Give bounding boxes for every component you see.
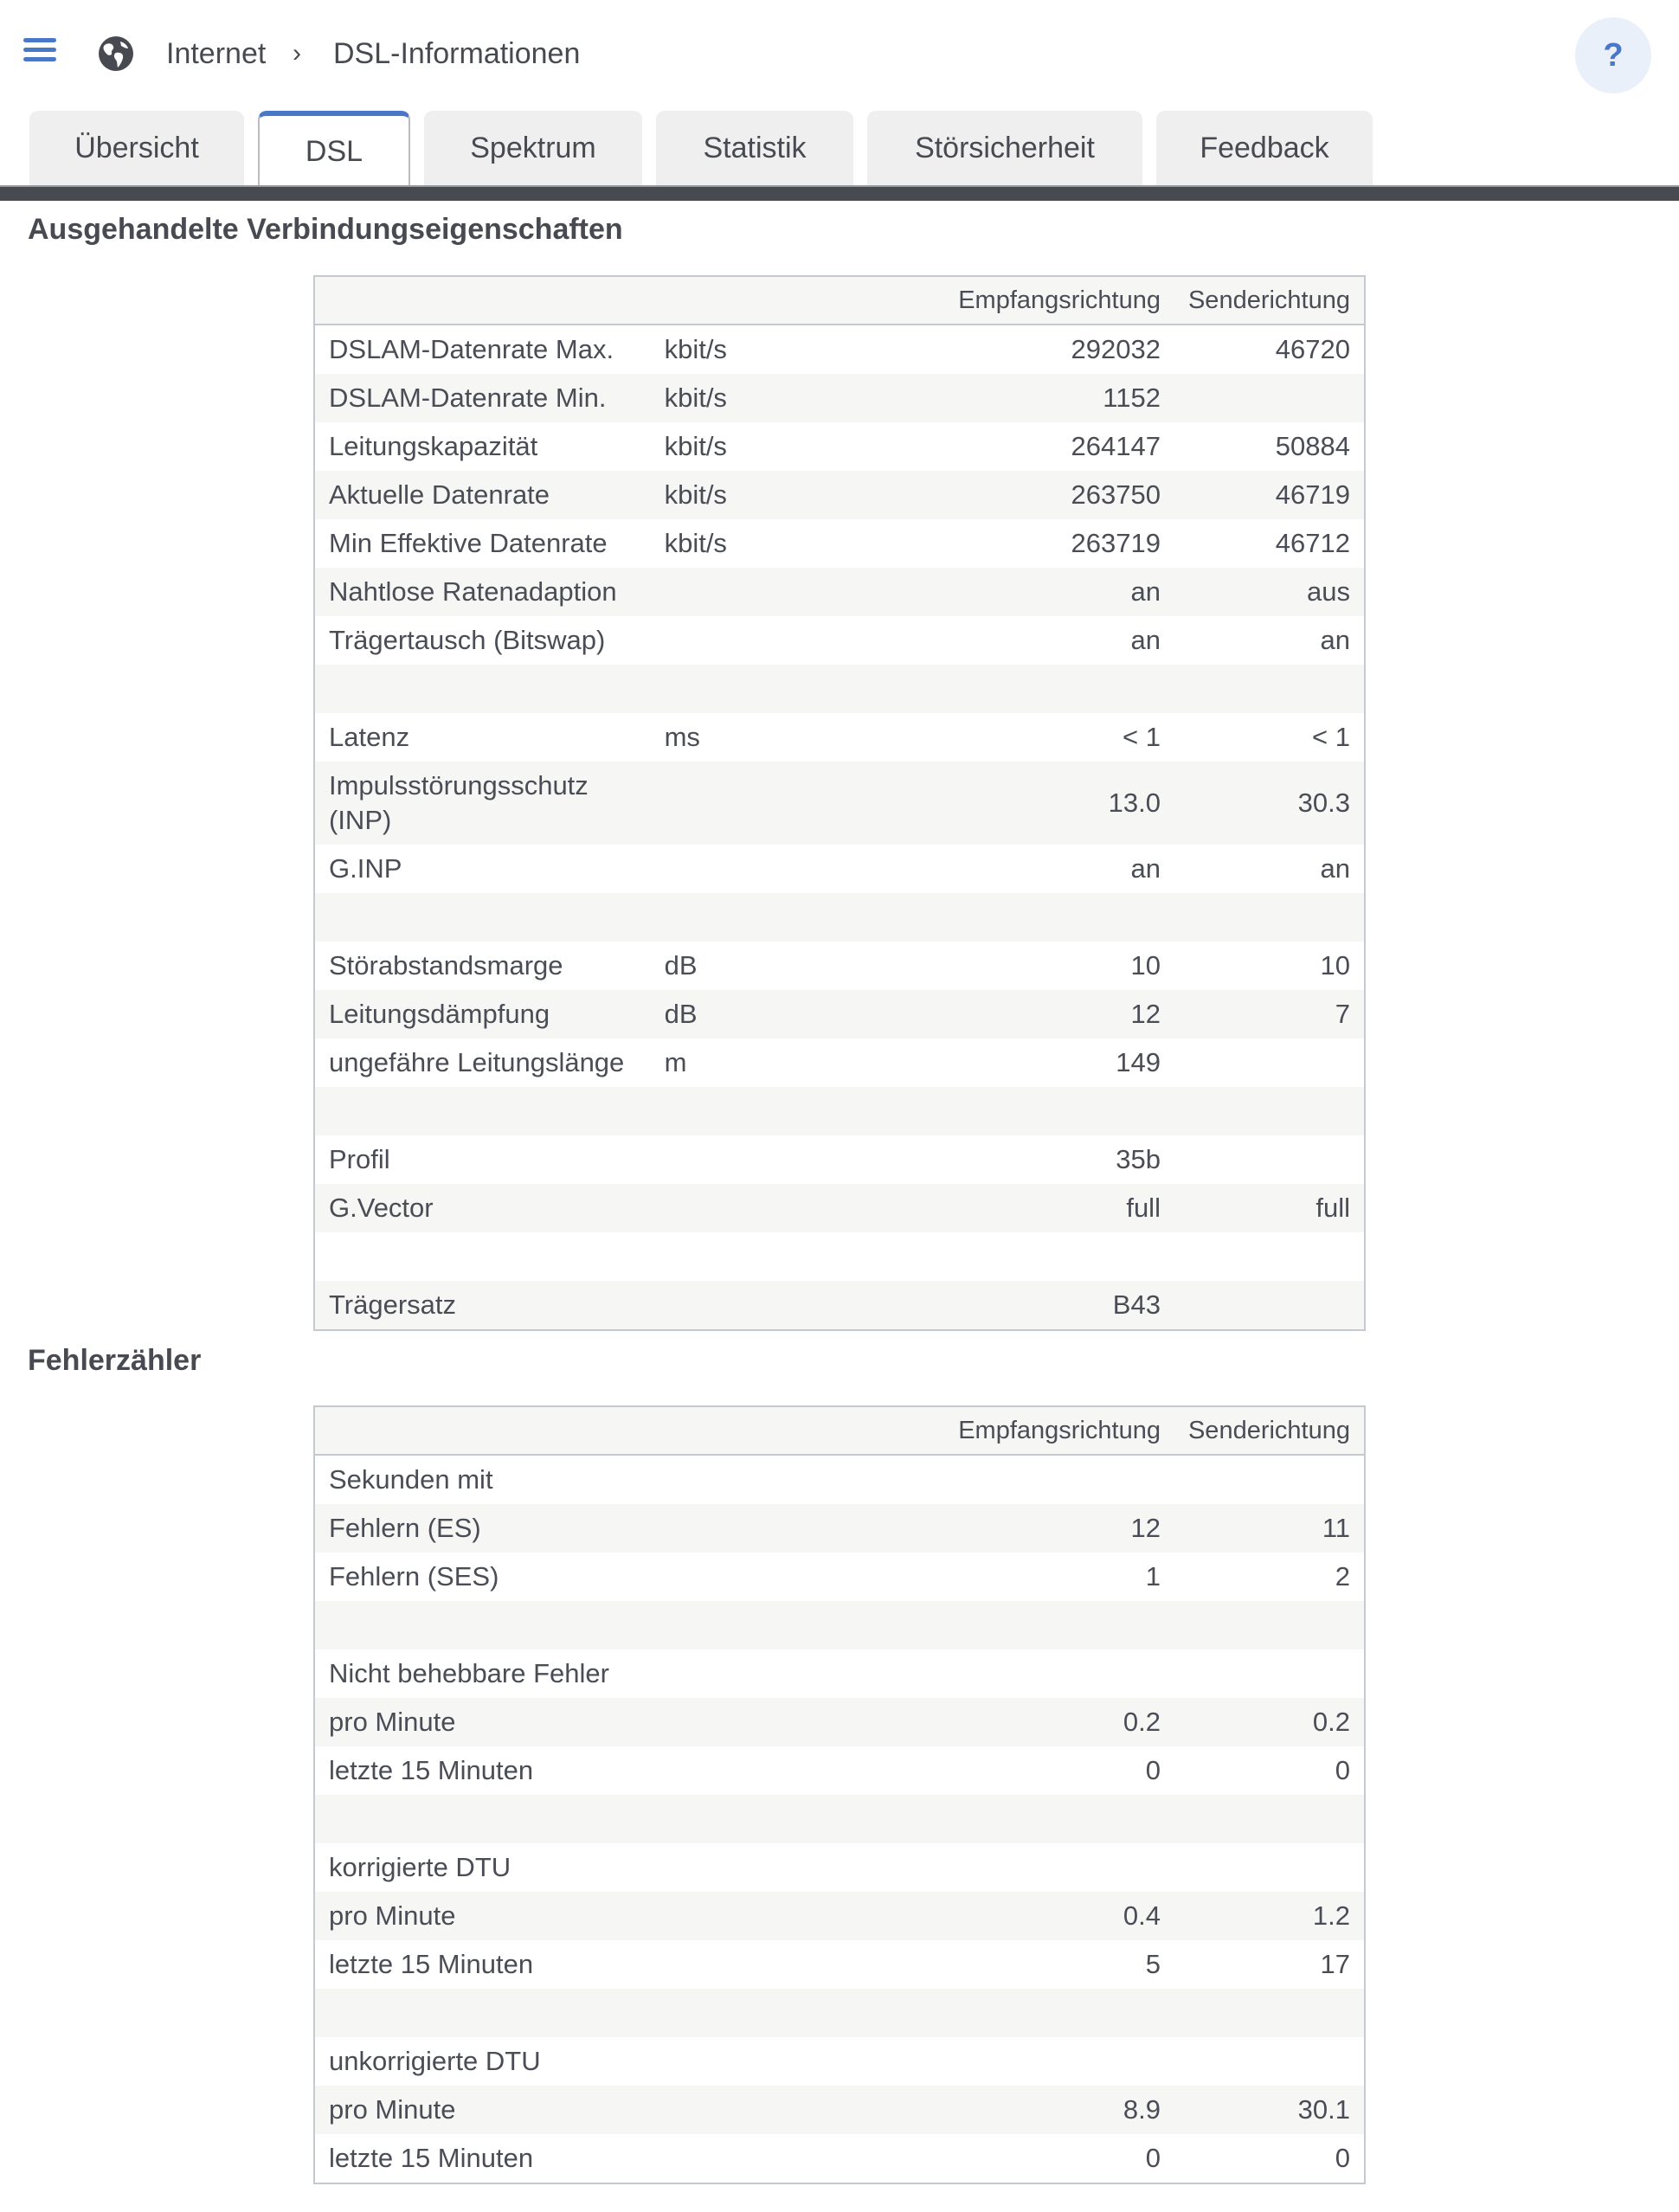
help-button[interactable]: ? <box>1575 17 1651 93</box>
row-unit <box>647 1940 840 1989</box>
table-row <box>314 845 1365 893</box>
row-value-rx: 0.2 <box>840 1698 1174 1746</box>
row-value-rx <box>843 893 1174 942</box>
row-value-rx <box>840 1989 1174 2037</box>
row-value-tx: aus <box>1174 568 1365 616</box>
table-row <box>314 1649 1365 1698</box>
page-title: DSL-Informationen <box>333 37 581 70</box>
row-label <box>314 665 651 713</box>
row-value-rx: 12 <box>840 1504 1174 1553</box>
table-row <box>314 2086 1365 2134</box>
row-value-tx: 30.3 <box>1174 762 1365 845</box>
row-label <box>314 1795 647 1843</box>
row-value-rx: 149 <box>843 1038 1174 1087</box>
breadcrumb-separator-icon: › <box>293 39 301 68</box>
row-value-tx: full <box>1174 1184 1365 1232</box>
row-unit <box>651 1184 844 1232</box>
table-row <box>314 762 1365 845</box>
row-label: letzte 15 Minuten <box>314 1746 647 1795</box>
table-row <box>314 1038 1365 1087</box>
column-header-rx: Empfangsrichtung <box>840 1406 1174 1455</box>
table-row <box>314 1184 1365 1232</box>
row-value-tx <box>1174 1087 1365 1135</box>
table-row <box>314 1504 1365 1553</box>
row-unit <box>647 2134 840 2183</box>
row-unit <box>647 1989 840 2037</box>
row-value-tx: an <box>1174 845 1365 893</box>
row-label: Sekunden mit <box>314 1455 647 1504</box>
table-row <box>314 2134 1365 2183</box>
table-row <box>314 1843 1365 1892</box>
page-header <box>0 0 1679 111</box>
row-value-rx: 1 <box>840 1553 1174 1601</box>
row-value-rx <box>843 665 1174 713</box>
row-value-tx <box>1174 1038 1365 1087</box>
row-unit: kbit/s <box>651 325 844 374</box>
row-label: Leitungskapazität <box>314 422 651 471</box>
row-label: Trägersatz <box>314 1281 651 1330</box>
row-value-tx: 50884 <box>1174 422 1365 471</box>
row-label: Latenz <box>314 713 651 762</box>
row-value-tx <box>1174 893 1365 942</box>
row-label: Min Effektive Datenrate <box>314 519 651 568</box>
row-unit <box>651 665 844 713</box>
row-unit <box>651 1087 844 1135</box>
row-value-tx <box>1174 1455 1365 1504</box>
tab-uebersicht[interactable]: Übersicht <box>29 111 244 185</box>
table-row <box>314 325 1365 374</box>
row-value-rx <box>843 1232 1174 1281</box>
row-label: G.INP <box>314 845 651 893</box>
row-value-rx: an <box>843 616 1174 665</box>
table-spacer-row <box>314 665 1365 713</box>
row-unit <box>651 1232 844 1281</box>
row-label: unkorrigierte DTU <box>314 2037 647 2086</box>
row-unit <box>651 568 844 616</box>
table-row <box>314 1940 1365 1989</box>
tab-bar-divider <box>0 185 1679 201</box>
row-value-rx: 13.0 <box>843 762 1174 845</box>
row-value-rx: 0 <box>840 1746 1174 1795</box>
row-value-rx <box>840 2037 1174 2086</box>
row-value-rx: 35b <box>843 1135 1174 1184</box>
row-label: ungefähre Leitungslänge <box>314 1038 651 1087</box>
row-unit <box>647 1601 840 1649</box>
row-value-tx: 46719 <box>1174 471 1365 519</box>
column-header-rx: Empfangsrichtung <box>843 276 1174 325</box>
row-value-tx: 46712 <box>1174 519 1365 568</box>
row-value-rx: 1152 <box>843 374 1174 422</box>
table-row <box>314 1281 1365 1330</box>
table-row <box>314 519 1365 568</box>
table-header-row <box>314 276 1365 325</box>
tab-feedback[interactable]: Feedback <box>1156 111 1373 185</box>
row-value-rx: 10 <box>843 942 1174 990</box>
row-value-tx: 30.1 <box>1174 2086 1365 2134</box>
row-value-tx <box>1174 1989 1365 2037</box>
row-unit <box>647 2037 840 2086</box>
row-value-tx: 2 <box>1174 1553 1365 1601</box>
table-row <box>314 422 1365 471</box>
row-unit <box>647 1795 840 1843</box>
section-title-connection: Ausgehandelte Verbindungseigenschaften <box>28 213 623 246</box>
row-value-tx: 0.2 <box>1174 1698 1365 1746</box>
row-value-rx: 0 <box>840 2134 1174 2183</box>
row-label <box>314 893 651 942</box>
row-unit <box>647 1455 840 1504</box>
tab-statistik[interactable]: Statistik <box>656 111 853 185</box>
row-value-rx: 264147 <box>843 422 1174 471</box>
row-unit: m <box>651 1038 844 1087</box>
table-row <box>314 990 1365 1038</box>
row-value-rx <box>840 1795 1174 1843</box>
row-label: pro Minute <box>314 1698 647 1746</box>
error-counter-table <box>313 1405 1366 2184</box>
row-label: pro Minute <box>314 1892 647 1940</box>
row-label: Nahtlose Ratenadaption <box>314 568 651 616</box>
table-row <box>314 1746 1365 1795</box>
row-label: Impulsstörungsschutz (INP) <box>314 762 651 845</box>
column-header-label <box>314 1406 647 1455</box>
row-unit <box>647 1553 840 1601</box>
row-label: letzte 15 Minuten <box>314 1940 647 1989</box>
row-value-rx: an <box>843 845 1174 893</box>
table-row <box>314 374 1365 422</box>
row-value-tx: 0 <box>1174 1746 1365 1795</box>
table-row <box>314 713 1365 762</box>
row-unit <box>647 1892 840 1940</box>
table-spacer-row <box>314 1601 1365 1649</box>
tab-dsl[interactable]: DSL <box>258 111 410 187</box>
row-value-tx <box>1174 374 1365 422</box>
row-value-rx: < 1 <box>843 713 1174 762</box>
row-value-rx <box>840 1843 1174 1892</box>
row-label: G.Vector <box>314 1184 651 1232</box>
row-value-tx: 0 <box>1174 2134 1365 2183</box>
row-label: korrigierte DTU <box>314 1843 647 1892</box>
row-value-rx: 8.9 <box>840 2086 1174 2134</box>
row-value-rx: 12 <box>843 990 1174 1038</box>
table-spacer-row <box>314 1232 1365 1281</box>
table-spacer-row <box>314 1087 1365 1135</box>
hamburger-menu-icon[interactable] <box>23 35 56 64</box>
table-row <box>314 1455 1365 1504</box>
row-value-rx <box>840 1455 1174 1504</box>
row-value-tx <box>1174 1281 1365 1330</box>
row-value-tx <box>1174 1601 1365 1649</box>
row-value-rx: 263719 <box>843 519 1174 568</box>
table-spacer-row <box>314 1795 1365 1843</box>
row-value-rx: 0.4 <box>840 1892 1174 1940</box>
section-title-errors: Fehlerzähler <box>28 1344 202 1377</box>
table-row <box>314 1135 1365 1184</box>
row-value-tx <box>1174 1843 1365 1892</box>
row-value-tx: 11 <box>1174 1504 1365 1553</box>
row-unit: kbit/s <box>651 471 844 519</box>
row-unit <box>647 2086 840 2134</box>
row-unit: kbit/s <box>651 374 844 422</box>
row-unit: kbit/s <box>651 519 844 568</box>
row-label: DSLAM-Datenrate Max. <box>314 325 651 374</box>
row-label <box>314 1087 651 1135</box>
row-label: Fehlern (SES) <box>314 1553 647 1601</box>
row-unit <box>651 1135 844 1184</box>
table-row <box>314 1553 1365 1601</box>
tab-spektrum[interactable]: Spektrum <box>424 111 642 185</box>
row-value-rx: B43 <box>843 1281 1174 1330</box>
row-unit <box>651 1281 844 1330</box>
table-spacer-row <box>314 893 1365 942</box>
row-value-rx <box>840 1649 1174 1698</box>
row-label <box>314 1232 651 1281</box>
row-value-tx: < 1 <box>1174 713 1365 762</box>
row-value-rx: 263750 <box>843 471 1174 519</box>
row-label <box>314 1989 647 2037</box>
table-header-row <box>314 1406 1365 1455</box>
row-unit <box>651 845 844 893</box>
row-value-tx <box>1174 1795 1365 1843</box>
row-label: Aktuelle Datenrate <box>314 471 651 519</box>
row-unit: dB <box>651 990 844 1038</box>
row-unit: kbit/s <box>651 422 844 471</box>
table-row <box>314 616 1365 665</box>
row-value-rx: 5 <box>840 1940 1174 1989</box>
table-row <box>314 568 1365 616</box>
column-header-tx: Senderichtung <box>1174 276 1365 325</box>
row-unit <box>651 893 844 942</box>
table-row <box>314 2037 1365 2086</box>
row-unit: ms <box>651 713 844 762</box>
row-value-tx <box>1174 1232 1365 1281</box>
row-label: Nicht behebbare Fehler <box>314 1649 647 1698</box>
row-value-tx <box>1174 1135 1365 1184</box>
row-value-tx: 10 <box>1174 942 1365 990</box>
row-value-tx: an <box>1174 616 1365 665</box>
breadcrumb-internet[interactable]: Internet <box>166 37 267 70</box>
tab-stoersicherheit[interactable]: Störsicherheit <box>867 111 1142 185</box>
row-label: Fehlern (ES) <box>314 1504 647 1553</box>
row-label: Leitungsdämpfung <box>314 990 651 1038</box>
row-label: pro Minute <box>314 2086 647 2134</box>
table-row <box>314 471 1365 519</box>
table-row <box>314 1892 1365 1940</box>
tab-list <box>29 111 1373 187</box>
connection-properties-table <box>313 275 1366 1331</box>
column-header-unit <box>647 1406 840 1455</box>
row-label: Trägertausch (Bitswap) <box>314 616 651 665</box>
row-unit <box>647 1649 840 1698</box>
row-unit <box>647 1698 840 1746</box>
row-unit: dB <box>651 942 844 990</box>
row-label: Störabstandsmarge <box>314 942 651 990</box>
row-value-tx <box>1174 2037 1365 2086</box>
row-label <box>314 1601 647 1649</box>
table-row <box>314 1698 1365 1746</box>
column-header-tx: Senderichtung <box>1174 1406 1365 1455</box>
row-value-tx <box>1174 665 1365 713</box>
row-value-rx: 292032 <box>843 325 1174 374</box>
table-row <box>314 942 1365 990</box>
row-value-tx: 17 <box>1174 1940 1365 1989</box>
row-value-rx <box>843 1087 1174 1135</box>
row-value-rx: an <box>843 568 1174 616</box>
column-header-unit <box>651 276 844 325</box>
row-unit <box>651 762 844 845</box>
row-unit <box>647 1843 840 1892</box>
table-spacer-row <box>314 1989 1365 2037</box>
row-value-rx <box>840 1601 1174 1649</box>
row-unit <box>647 1746 840 1795</box>
row-value-tx: 1.2 <box>1174 1892 1365 1940</box>
row-value-tx: 46720 <box>1174 325 1365 374</box>
row-label: Profil <box>314 1135 651 1184</box>
row-value-tx <box>1174 1649 1365 1698</box>
row-value-tx: 7 <box>1174 990 1365 1038</box>
row-value-rx: full <box>843 1184 1174 1232</box>
row-unit <box>651 616 844 665</box>
row-label: DSLAM-Datenrate Min. <box>314 374 651 422</box>
row-label: letzte 15 Minuten <box>314 2134 647 2183</box>
connection-table-body <box>314 325 1365 1330</box>
column-header-label <box>314 276 651 325</box>
row-unit <box>647 1504 840 1553</box>
error-table-body <box>314 1455 1365 2183</box>
globe-icon <box>97 35 135 73</box>
